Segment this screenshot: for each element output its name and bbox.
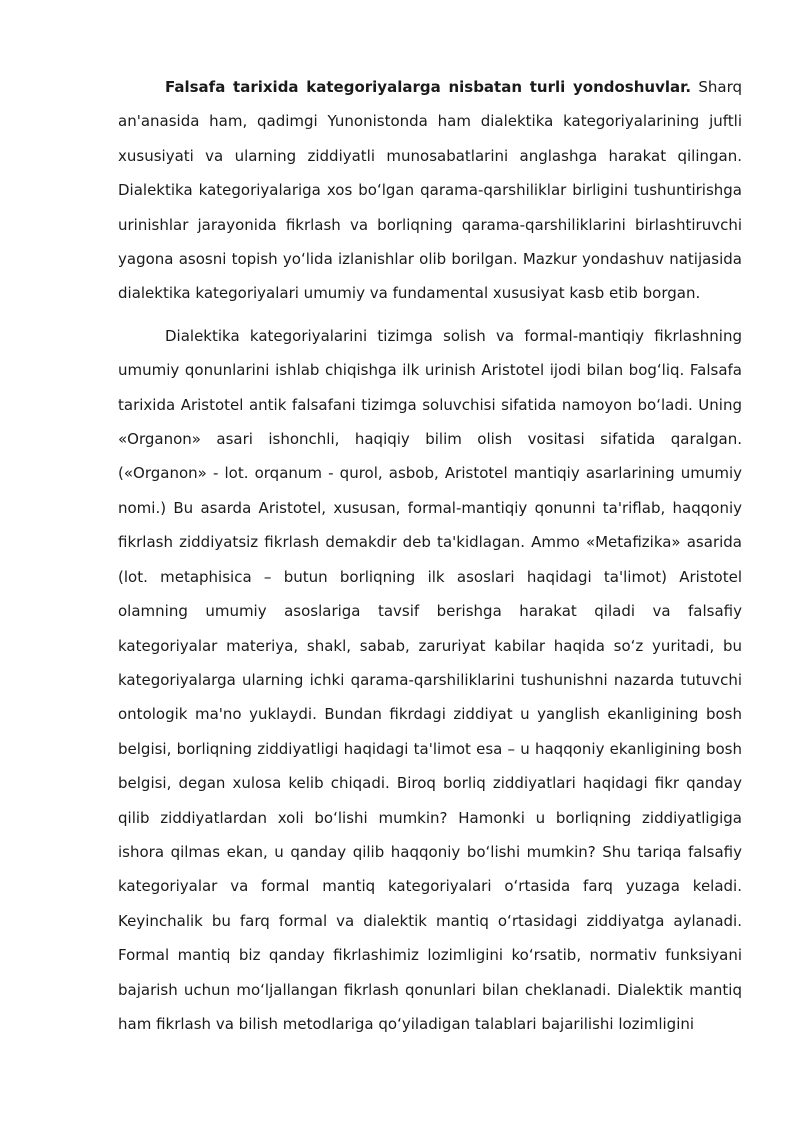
paragraph-text: Dialektika kategoriyalarini tizimga solish va formal-mantiqiy fikrlashning umumiy qonunlarini ishlab chiqishga ilk urinish Aristotel ijodi bilan bogʻliq. Falsafa tarixida Aristotel antik falsafani tizimga soluvchisi sifatida namoyon boʻladi. Uning «Organon» asari ishonchli, haqiqiy bilim olish vositasi sifatida qaralgan. («Organon» - lot. orqanum - qurol, asbob, Aristotel mantiqiy asarlarining umumiy nomi.) Bu asarda Aristotel, xususan, formal-mantiqiy qonunni ta'riflab, haqqoniy fikrlash ziddiyatsiz fikrlash demakdir deb ta'kidlagan. Ammo «Metafizika» asarida (lot. metaphisica – butun borliqning ilk asoslari haqidagi ta'limot) Aristotel olamning umumiy asoslariga tavsif berishga harakat qiladi va falsafiy kategoriyalar materiya, shakl, sabab, zaruriyat kabilar haqida soʻz yuritadi, bu kategoriyalarga ularning ichki qarama-qarshiliklarini tushunishni nazarda tutuvchi ontologik ma'no yuklaydi. Bundan fikrdagi ziddiyat u yanglish ekanligining bosh belgisi, borliqning ziddiyatligi haqidagi ta'limot esa – u haqqoniy ekanligining bosh belgisi, degan xulosa kelib chiqadi. Biroq borliq ziddiyatlari haqidagi fikr qanday qilib ziddiyatlardan xoli boʻlishi mumkin? Hamonki u borliqning ziddiyatligiga ishora qilmas ekan, u qanday qilib haqqoniy boʻlishi mumkin? Shu tariqa falsafiy kategoriyalar va formal mantiq kategoriyalari oʻrtasida farq yuzaga keladi. Keyinchalik bu farq formal va dialektik mantiq oʻrtasidagi ziddiyatga aylanadi. Formal mantiq biz qanday fikrlashimiz lozimligini koʻrsatib, normativ funksiyani bajarish uchun moʻljallangan fikrlash qonunlari bilan cheklanadi. Dialektik mantiq ham fikrlash va bilish metodlariga qoʻyiladigan talablari bajarilishi lozimligini [118, 326, 742, 1033]
paragraph-categories-approaches [118, 70, 742, 311]
paragraph-aristotle [118, 319, 742, 1042]
paragraph-heading: Falsafa tarixida kategoriyalarga nisbatan turli yondoshuvlar. [165, 78, 692, 96]
paragraph-text: Sharq an'anasida ham, qadimgi Yunonistonda ham dialektika kategoriyalarining juftli xususiyati va ularning ziddiyatli munosabatlarini anglashga harakat qilingan. Dialektika kategoriyalariga xos boʻlgan qarama-qarshiliklar birligini tushuntirishga urinishlar jarayonida fikrlash va borliqning qarama-qarshiliklarini birlashtiruvchi yagona asosni topish yoʻlida izlanishlar olib borilgan. Mazkur yondashuv natijasida dialektika kategoriyalari umumiy va fundamental xususiyat kasb etib borgan. [118, 78, 742, 303]
document-page [118, 70, 742, 1049]
